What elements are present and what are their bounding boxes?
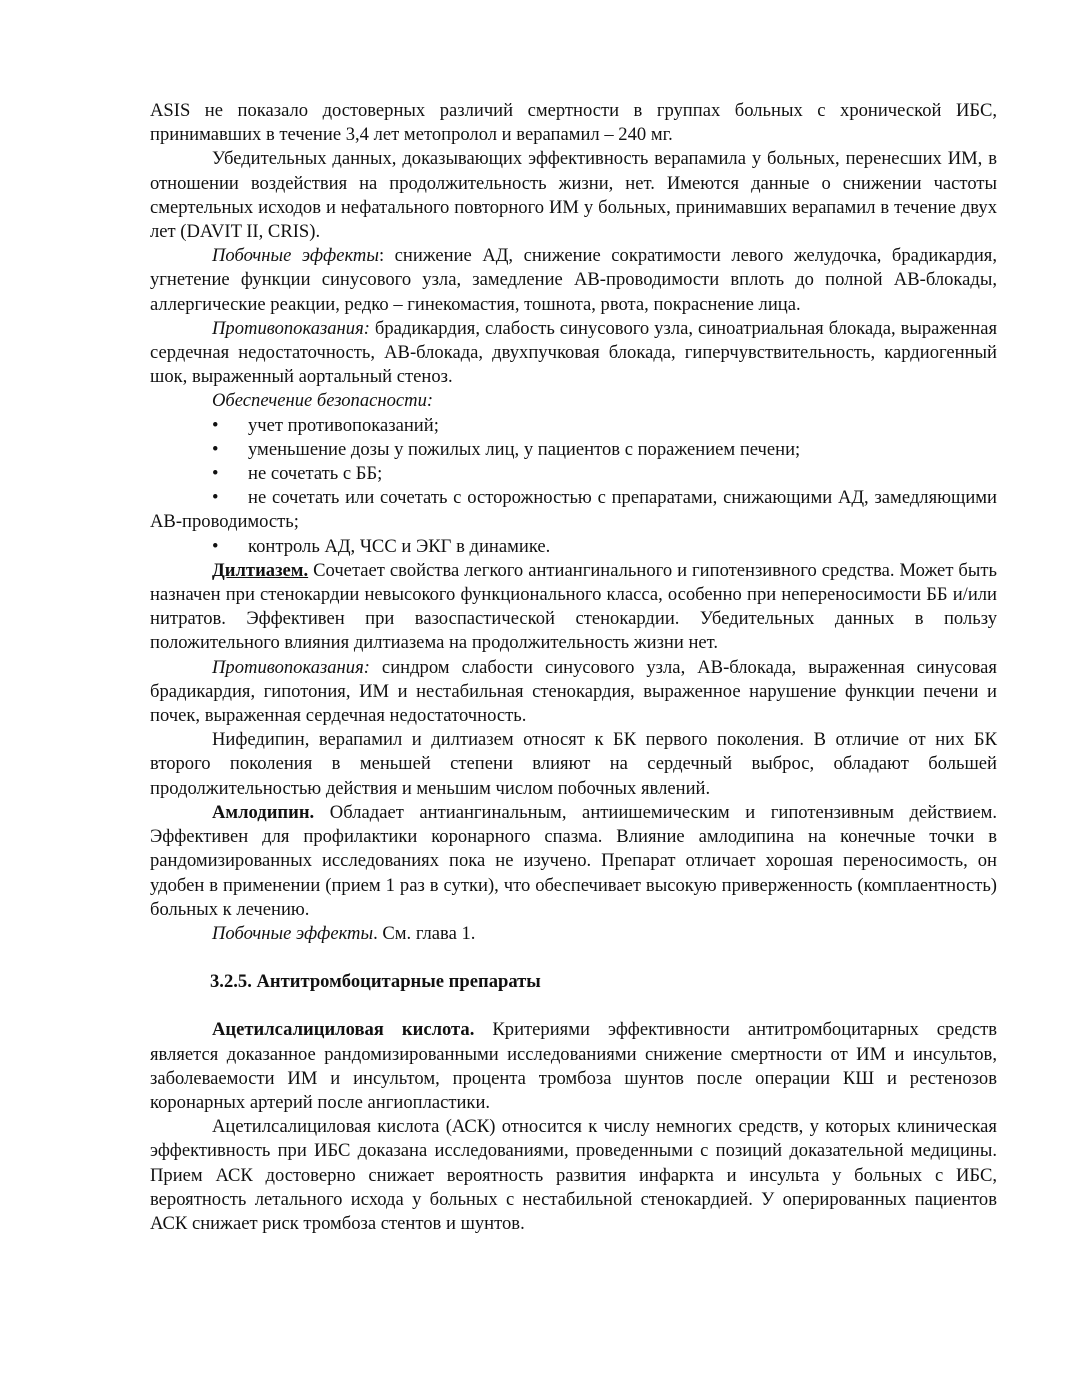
- contraindications-text: брадикардия, слабость синусового узла, синоатриальная блокада, выраженная сердечная недостаточность, АВ-блокада, двухпучковая блокада, гиперчувствительность, кардиогенный шок, выраженный аортальный стеноз.: [150, 317, 997, 388]
- safety-heading: Обеспечение безопасности:: [212, 390, 434, 412]
- list-item-text: контроль АД, ЧСС и ЭКГ в динамике.: [248, 535, 551, 557]
- asa-text: Критериями эффективности антитромбоцитарных средств является доказанное рандомизированными исследованиями снижение смертности от ИМ и инсультов, заболеваемости ИМ и инсультом, процента тромбоза шунтов после операции КШ и рестенозов коронарных артерий после ангиопластики.: [150, 1019, 997, 1113]
- paragraph-asa-evidence: Ацетилсалициловая кислота (АСК) относится к числу немногих средств, у которых клиническая эффективность при ИБС доказана исследованиями, проведенными с позиций доказательной медицины. Прием АСК достоверно снижает вероятность развития инфаркта и инсульта у больных с ИБС, вероятность летального исхода у больных с нестабильной стенокардией. У оперированных пациентов АСК снижает риск тромбоза стентов и шунтов.: [150, 1116, 997, 1234]
- paragraph-generations: Нифедипин, верапамил и дилтиазем относят к БК первого поколения. В отличие от них БК второго поколения в меньшей степени влияют на сердечный выброс, обладают большей продолжительностью действия и меньшим числом побочных явлений.: [150, 729, 997, 799]
- paragraph-asis: ASIS не показало достоверных различий смертности в группах больных с хронической ИБС, принимавших в течение 3,4 лет метопролол и верапамил – 240 мг.: [150, 100, 997, 146]
- side-effects-label: Побочные эффекты: [212, 245, 379, 267]
- bullet-icon: •: [212, 463, 219, 485]
- diltiazem-label: Дилтиазем.: [212, 559, 309, 581]
- paragraph-verapamil-evidence: Убедительных данных, доказывающих эффективность верапамила у больных, перенесших ИМ, в отношении воздействия на продолжительность жизни, нет. Имеются данные о снижении частоты смертельных исходов и нефатального повторного ИМ у больных, принимавших верапамил в течение двух лет (DAVIT II, CRIS).: [150, 148, 997, 243]
- paragraph-contraindications: [150, 317, 997, 390]
- list-item: [150, 535, 997, 559]
- section-title: 3.2.5. Антитромбоцитарные препараты: [210, 971, 541, 993]
- contraindications-text: синдром слабости синусового узла, АВ-блокада, выраженная синусовая брадикардия, гипотония, ИМ и нестабильная стенокардия, выраженное нарушение функции печени и почек, выраженная сердечная недостаточность.: [150, 656, 997, 727]
- list-item-text: не сочетать с ББ;: [248, 463, 383, 485]
- list-item-text: не сочетать или сочетать с осторожностью с препаратами, снижающими АД, замедляющими АВ-проводимость;: [150, 487, 997, 533]
- side-effects-text: . См. глава 1.: [373, 922, 476, 944]
- amlodipine-text: Обладает антиангинальным, антиишемическим и гипотензивным действием. Эффективен для профилактики коронарного спазма. Влияние амлодипина на конечные точки в рандомизированных исследованиях пока не изучено. Препарат отличает хорошая переносимость, он удобен в применении (прием 1 раз в сутки), что обеспечивает высокую приверженность (комплаентность) больных к лечению.: [150, 801, 997, 920]
- paragraph-diltiazem-contraindications: [150, 656, 997, 729]
- diltiazem-text: Сочетает свойства легкого антиангинального и гипотензивного средства. Может быть назначен при стенокардии невысокого функционального класса, особенно при непереносимости ББ и/или нитратов. Эффективен при вазоспастической стенокардии. Убедительных данных в пользу положительного влияния дилтиазема на продолжительность жизни нет.: [150, 559, 997, 654]
- list-item: [150, 438, 997, 462]
- list-item-text: уменьшение дозы у пожилых лиц, у пациентов с поражением печени;: [248, 438, 801, 460]
- contraindications-label: Противопоказания:: [212, 656, 370, 678]
- list-item: [150, 414, 997, 438]
- paragraph-asa: [150, 1018, 997, 1115]
- bullet-icon: •: [212, 438, 219, 460]
- list-item: [150, 462, 997, 486]
- contraindications-label: Противопоказания:: [212, 317, 370, 339]
- list-item: [150, 486, 997, 534]
- amlodipine-label: Амлодипин.: [212, 801, 315, 823]
- list-item-text: учет противопоказаний;: [248, 414, 439, 436]
- document-page: [150, 99, 997, 1236]
- bullet-icon: •: [212, 487, 219, 509]
- paragraph-side-effects: [150, 244, 997, 317]
- paragraph-amlodipine: [150, 801, 997, 922]
- side-effects-text: : снижение АД, снижение сократимости левого желудочка, брадикардия, угнетение функции синусового узла, замедление АВ-проводимости вплоть до полной АВ-блокады, аллергические реакции, редко – гинекомастия, тошнота, рвота, покраснение лица.: [150, 245, 997, 315]
- side-effects-label: Побочные эффекты: [212, 922, 374, 944]
- bullet-icon: •: [212, 535, 219, 557]
- bullet-icon: •: [212, 414, 219, 436]
- paragraph-side-effects-2: [150, 922, 997, 946]
- paragraph-diltiazem: [150, 559, 997, 656]
- asa-label: Ацетилсалициловая кислота.: [212, 1019, 475, 1041]
